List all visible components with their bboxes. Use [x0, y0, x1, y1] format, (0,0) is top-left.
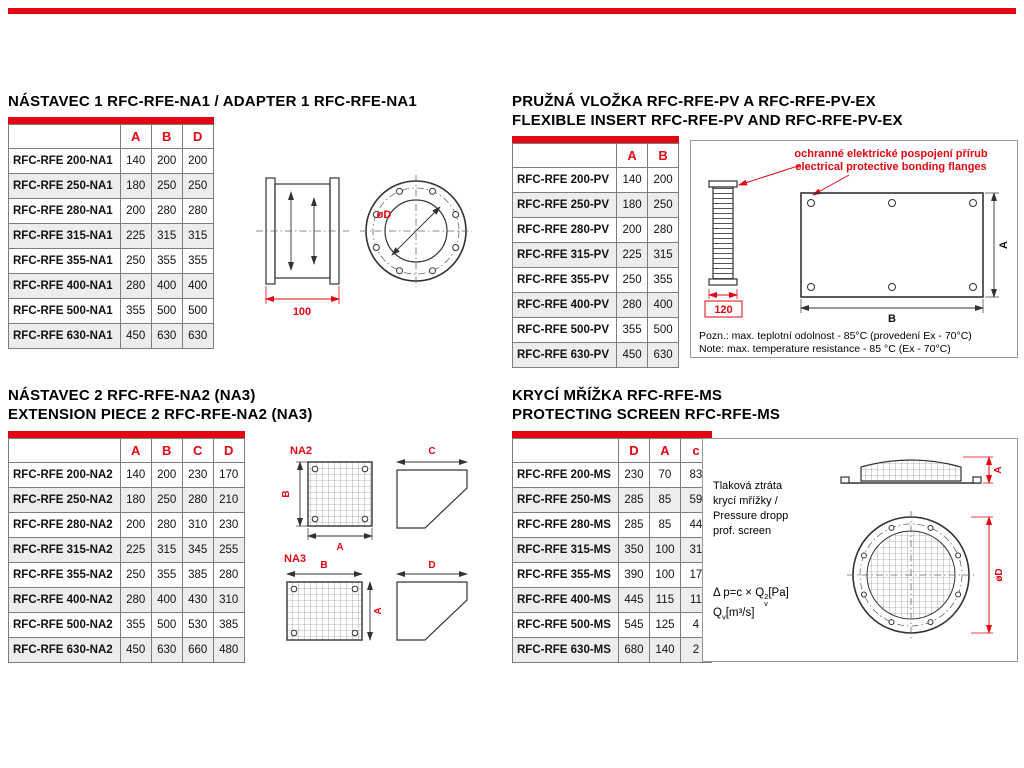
table-row: [513, 193, 679, 218]
value-cell: 70: [649, 463, 680, 488]
formula-sub: v: [764, 599, 768, 608]
table-row: [9, 613, 245, 638]
value-cell: 250: [120, 563, 151, 588]
value-cell: 660: [182, 638, 213, 663]
row-label-cell: RFC-RFE 315-MS: [513, 538, 619, 563]
value-cell: 225: [120, 224, 151, 249]
value-cell: 85: [649, 513, 680, 538]
row-label-cell: RFC-RFE 355-NA2: [9, 563, 121, 588]
row-label-cell: RFC-RFE 280-PV: [513, 218, 617, 243]
value-cell: 450: [120, 324, 151, 349]
value-cell: 315: [151, 224, 182, 249]
value-cell: 180: [120, 174, 151, 199]
table-row: [513, 513, 712, 538]
table-header-row: [513, 144, 679, 168]
value-cell: 400: [151, 274, 182, 299]
value-cell: 230: [182, 463, 213, 488]
na2-na3-drawing: [262, 438, 487, 671]
na2-na3-drawing-svg: [262, 438, 487, 666]
value-cell: 100: [649, 563, 680, 588]
value-cell: 170: [213, 463, 244, 488]
na2-title-en: EXTENSION PIECE 2 RFC-RFE-NA2 (NA3): [8, 406, 313, 423]
page-accent-bar: [8, 8, 1016, 14]
ms-title-cz: KRYCÍ MŘÍŽKA RFC-RFE-MS: [512, 387, 723, 404]
row-label-cell: RFC-RFE 500-NA2: [9, 613, 121, 638]
value-cell: 310: [182, 513, 213, 538]
row-label-cell: RFC-RFE 500-PV: [513, 318, 617, 343]
value-cell: 225: [617, 243, 648, 268]
pv-note-en: Note: max. temperature resistance - 85 °C (Ex - 70°C): [699, 343, 951, 355]
value-cell: 85: [649, 488, 680, 513]
value-cell: 355: [617, 318, 648, 343]
row-label-cell: RFC-RFE 630-NA2: [9, 638, 121, 663]
pv-title-cz: PRUŽNÁ VLOŽKA RFC-RFE-PV A RFC-RFE-PV-EX: [512, 93, 876, 110]
table-row: [513, 488, 712, 513]
row-label-cell: RFC-RFE 315-NA1: [9, 224, 121, 249]
value-cell: 280: [182, 488, 213, 513]
table-row: [513, 463, 712, 488]
value-cell: 230: [618, 463, 649, 488]
value-cell: 250: [151, 488, 182, 513]
ms-profile-view: [841, 457, 1004, 483]
pv-drawing-svg: [691, 141, 1017, 357]
na2-dim-a-label: A: [336, 542, 344, 553]
value-cell: 315: [151, 538, 182, 563]
table-header-row: [9, 439, 245, 463]
value-cell: 200: [120, 199, 151, 224]
table-row: [513, 613, 712, 638]
value-cell: 500: [151, 613, 182, 638]
table-header-cell: C: [182, 439, 213, 463]
value-cell: 11: [680, 588, 711, 613]
table-header-cell: A: [617, 144, 648, 168]
na1-front-view: [360, 175, 472, 287]
value-cell: 450: [617, 343, 648, 368]
value-cell: 630: [648, 343, 679, 368]
row-label-cell: RFC-RFE 280-NA1: [9, 199, 121, 224]
na2-view-label: NA2: [290, 445, 313, 457]
table-row: [9, 199, 214, 224]
value-cell: 83: [680, 463, 711, 488]
pv-dim-b-label: B: [888, 313, 896, 325]
table-header-label-cell: [513, 144, 617, 168]
table-row: [513, 638, 712, 663]
table-row: [9, 249, 214, 274]
na2-title-cz: NÁSTAVEC 2 RFC-RFE-NA2 (NA3): [8, 387, 256, 404]
value-cell: 310: [213, 588, 244, 613]
row-label-cell: RFC-RFE 250-NA1: [9, 174, 121, 199]
na3-side-view: [397, 560, 467, 640]
table-row: [9, 638, 245, 663]
row-label-cell: RFC-RFE 280-NA2: [9, 513, 121, 538]
na1-table-accent-bar: [8, 117, 214, 124]
table-header-cell: B: [648, 144, 679, 168]
value-cell: 230: [213, 513, 244, 538]
na2-table-accent-bar: [8, 431, 245, 438]
value-cell: 350: [618, 538, 649, 563]
value-cell: 400: [151, 588, 182, 613]
na1-section-title: [8, 92, 417, 111]
row-label-cell: RFC-RFE 630-PV: [513, 343, 617, 368]
pv-front-view: [801, 193, 983, 297]
value-cell: 280: [648, 218, 679, 243]
value-cell: 400: [182, 274, 213, 299]
pv-bonding-cz: ochranné elektrické pospojení přírub: [794, 148, 988, 160]
ms-dim-a-label: A: [993, 466, 1004, 474]
value-cell: 115: [649, 588, 680, 613]
row-label-cell: RFC-RFE 400-PV: [513, 293, 617, 318]
pv-title-en: FLEXIBLE INSERT RFC-RFE-PV AND RFC-RFE-PV-EX: [512, 112, 903, 129]
value-cell: 210: [213, 488, 244, 513]
value-cell: 280: [213, 563, 244, 588]
value-cell: 355: [151, 249, 182, 274]
row-label-cell: RFC-RFE 355-MS: [513, 563, 619, 588]
value-cell: 280: [151, 513, 182, 538]
table-row: [513, 218, 679, 243]
table-row: [513, 588, 712, 613]
value-cell: 500: [182, 299, 213, 324]
na2-table-wrap: [8, 431, 245, 663]
value-cell: 4: [680, 613, 711, 638]
pv-table-accent-bar: [512, 136, 679, 143]
table-row: [513, 168, 679, 193]
pv-depth-dimension: [705, 289, 742, 317]
value-cell: 200: [151, 149, 182, 174]
table-row: [9, 588, 245, 613]
value-cell: 400: [648, 293, 679, 318]
na1-depth-dimension: [266, 286, 339, 318]
formula-part: [Pa]: [768, 587, 789, 599]
na3-dim-a-label: A: [373, 607, 384, 615]
na1-table: [8, 124, 214, 349]
value-cell: 355: [120, 299, 151, 324]
table-row: [9, 324, 214, 349]
table-header-cell: A: [120, 439, 151, 463]
row-label-cell: RFC-RFE 315-PV: [513, 243, 617, 268]
value-cell: 480: [213, 638, 244, 663]
row-label-cell: RFC-RFE 250-NA2: [9, 488, 121, 513]
value-cell: 345: [182, 538, 213, 563]
ms-pressure-line-2: krycí mřížky /: [713, 495, 778, 507]
value-cell: 200: [120, 513, 151, 538]
table-row: [9, 563, 245, 588]
value-cell: 140: [120, 149, 151, 174]
na3-dim-d-label: D: [428, 560, 436, 571]
ms-pressure-line-3: Pressure dropp: [713, 510, 789, 522]
ms-drawing: [811, 445, 1015, 660]
na1-table-wrap: [8, 117, 214, 349]
value-cell: 285: [618, 513, 649, 538]
table-row: [9, 299, 214, 324]
pv-table: [512, 143, 679, 368]
value-cell: 200: [648, 168, 679, 193]
table-row: [513, 268, 679, 293]
row-label-cell: RFC-RFE 200-NA1: [9, 149, 121, 174]
value-cell: 250: [182, 174, 213, 199]
row-label-cell: RFC-RFE 355-NA1: [9, 249, 121, 274]
table-header-label-cell: [9, 439, 121, 463]
pv-note-cz: Pozn.: max. teplotní odolnost - 85°C (provedení Ex - 70°C): [699, 330, 972, 342]
na2-side-view: [397, 446, 467, 528]
row-label-cell: RFC-RFE 250-PV: [513, 193, 617, 218]
table-header-cell: D: [182, 125, 213, 149]
pv-depth-dim-label: 120: [714, 304, 733, 316]
value-cell: 140: [649, 638, 680, 663]
pv-table-wrap: [512, 136, 679, 368]
ms-pressure-text: [713, 479, 788, 539]
value-cell: 140: [617, 168, 648, 193]
value-cell: 2: [680, 638, 711, 663]
value-cell: 385: [182, 563, 213, 588]
value-cell: 250: [120, 249, 151, 274]
ms-pressure-formula: [713, 587, 789, 607]
value-cell: 225: [120, 538, 151, 563]
pv-side-view: [709, 181, 737, 285]
value-cell: 59: [680, 488, 711, 513]
value-cell: 280: [151, 199, 182, 224]
row-label-cell: RFC-RFE 400-NA2: [9, 588, 121, 613]
na2-dim-b-label: B: [281, 490, 292, 498]
value-cell: 355: [182, 249, 213, 274]
value-cell: 200: [151, 463, 182, 488]
ms-flow-units: [713, 607, 754, 621]
row-label-cell: RFC-RFE 500-MS: [513, 613, 619, 638]
value-cell: 355: [120, 613, 151, 638]
value-cell: 385: [213, 613, 244, 638]
value-cell: 140: [120, 463, 151, 488]
value-cell: 17: [680, 563, 711, 588]
value-cell: 630: [182, 324, 213, 349]
row-label-cell: RFC-RFE 200-MS: [513, 463, 619, 488]
value-cell: 280: [617, 293, 648, 318]
table-header-label-cell: [9, 125, 121, 149]
value-cell: 280: [120, 588, 151, 613]
table-row: [9, 149, 214, 174]
ms-pressure-line-4: prof. screen: [713, 525, 772, 537]
formula-sup: 2: [764, 592, 769, 601]
flow-part: Q: [713, 607, 722, 619]
na2-section-title: [8, 386, 313, 424]
table-header-cell: A: [120, 125, 151, 149]
value-cell: 280: [120, 274, 151, 299]
value-cell: 315: [182, 224, 213, 249]
value-cell: 545: [618, 613, 649, 638]
na3-dim-b-label: B: [320, 560, 328, 571]
value-cell: 355: [648, 268, 679, 293]
value-cell: 200: [617, 218, 648, 243]
ms-table-accent-bar: [512, 431, 712, 438]
value-cell: 630: [151, 638, 182, 663]
table-row: [513, 343, 679, 368]
table-header-cell: A: [649, 439, 680, 463]
value-cell: 530: [182, 613, 213, 638]
ms-drawing-svg: [811, 445, 1015, 655]
ms-table-wrap: [512, 431, 712, 663]
na1-side-view: [256, 178, 349, 284]
table-row: [513, 293, 679, 318]
value-cell: 500: [648, 318, 679, 343]
table-header-cell: D: [618, 439, 649, 463]
table-row: [9, 538, 245, 563]
table-row: [9, 488, 245, 513]
table-row: [513, 563, 712, 588]
na2-front-view: [281, 462, 372, 553]
value-cell: 355: [151, 563, 182, 588]
ms-title-en: PROTECTING SCREEN RFC-RFE-MS: [512, 406, 781, 423]
pv-dim-a-label: A: [998, 241, 1010, 249]
table-row: [513, 538, 712, 563]
formula-part: Δ p=c × Q: [713, 587, 765, 599]
value-cell: 680: [618, 638, 649, 663]
na3-front-view: [287, 560, 384, 640]
table-row: [9, 274, 214, 299]
value-cell: 630: [151, 324, 182, 349]
table-header-row: [513, 439, 712, 463]
table-row: [9, 463, 245, 488]
value-cell: 280: [182, 199, 213, 224]
table-row: [9, 174, 214, 199]
row-label-cell: RFC-RFE 355-PV: [513, 268, 617, 293]
value-cell: 430: [182, 588, 213, 613]
pv-drawing-box: [690, 140, 1018, 358]
table-header-cell: B: [151, 125, 182, 149]
flow-sub: v: [721, 612, 726, 622]
table-row: [513, 318, 679, 343]
table-row: [9, 513, 245, 538]
ms-section-title: [512, 386, 780, 424]
value-cell: 445: [618, 588, 649, 613]
ms-front-view: [847, 511, 1005, 639]
value-cell: 44: [680, 513, 711, 538]
value-cell: 100: [649, 538, 680, 563]
value-cell: 315: [648, 243, 679, 268]
row-label-cell: RFC-RFE 400-NA1: [9, 274, 121, 299]
na2-table: [8, 438, 245, 663]
na1-drawing: [246, 158, 481, 325]
table-header-row: [9, 125, 214, 149]
value-cell: 285: [618, 488, 649, 513]
value-cell: 250: [151, 174, 182, 199]
na1-diameter-label: øD: [376, 209, 392, 221]
row-label-cell: RFC-RFE 630-MS: [513, 638, 619, 663]
row-label-cell: RFC-RFE 280-MS: [513, 513, 619, 538]
na1-depth-dim-label: 100: [292, 306, 312, 318]
table-header-cell: D: [213, 439, 244, 463]
pv-b-dimension: [801, 299, 983, 325]
ms-drawing-box: [702, 438, 1018, 662]
value-cell: 125: [649, 613, 680, 638]
value-cell: 255: [213, 538, 244, 563]
ms-diameter-label: øD: [994, 568, 1005, 582]
value-cell: 500: [151, 299, 182, 324]
value-cell: 450: [120, 638, 151, 663]
table-header-cell: c: [680, 439, 711, 463]
na2-dim-c-label: C: [428, 446, 436, 457]
row-label-cell: RFC-RFE 200-NA2: [9, 463, 121, 488]
na3-view-label: NA3: [284, 553, 307, 565]
ms-pressure-line-1: Tlaková ztráta: [713, 480, 783, 492]
table-header-label-cell: [513, 439, 619, 463]
pv-a-dimension: [985, 193, 1010, 297]
pv-bonding-annotation: [739, 148, 988, 195]
value-cell: 180: [617, 193, 648, 218]
table-row: [9, 224, 214, 249]
pv-bonding-en: electrical protective bonding flanges: [795, 161, 987, 173]
row-label-cell: RFC-RFE 400-MS: [513, 588, 619, 613]
row-label-cell: RFC-RFE 250-MS: [513, 488, 619, 513]
na1-drawing-svg: [246, 158, 481, 320]
row-label-cell: RFC-RFE 630-NA1: [9, 324, 121, 349]
flow-part: [m³/s]: [725, 607, 755, 619]
value-cell: 200: [182, 149, 213, 174]
pv-section-title: [512, 92, 903, 130]
value-cell: 31: [680, 538, 711, 563]
value-cell: 390: [618, 563, 649, 588]
ms-table: [512, 438, 712, 663]
row-label-cell: RFC-RFE 315-NA2: [9, 538, 121, 563]
na1-title-line: NÁSTAVEC 1 RFC-RFE-NA1 / ADAPTER 1 RFC-RFE-NA1: [8, 93, 417, 110]
value-cell: 250: [617, 268, 648, 293]
row-label-cell: RFC-RFE 500-NA1: [9, 299, 121, 324]
pv-temperature-note: [699, 330, 972, 355]
value-cell: 250: [648, 193, 679, 218]
value-cell: 180: [120, 488, 151, 513]
table-row: [513, 243, 679, 268]
row-label-cell: RFC-RFE 200-PV: [513, 168, 617, 193]
table-header-cell: B: [151, 439, 182, 463]
